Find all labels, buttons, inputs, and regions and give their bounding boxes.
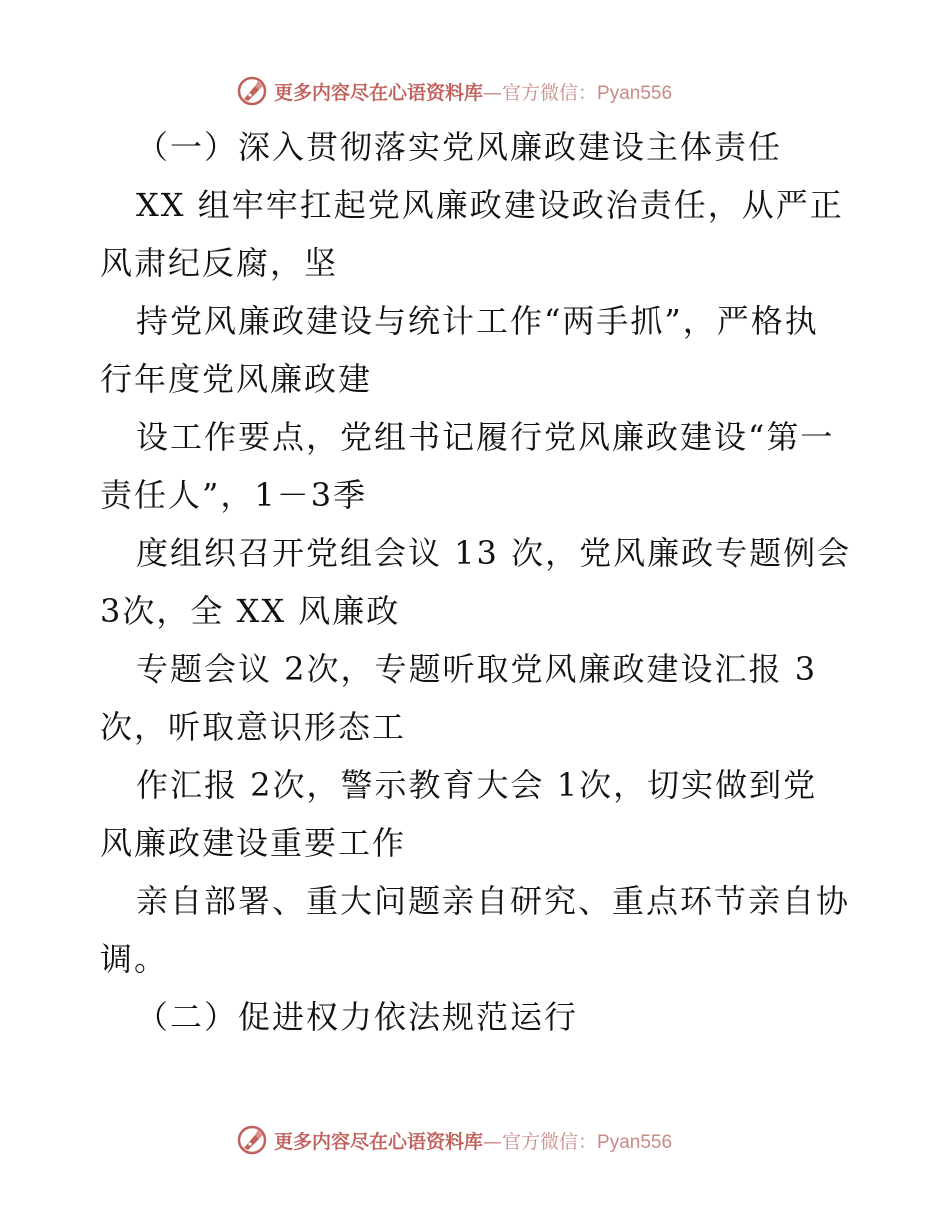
- section-heading-1: （一）深入贯彻落实党风廉政建设主体责任: [136, 128, 783, 166]
- pen-nib-logo-icon: [236, 1124, 268, 1156]
- text-line: 责任人”，1－3季: [100, 476, 368, 514]
- text-line: 风廉政建设重要工作: [100, 824, 407, 862]
- footer-watermark: [236, 1123, 716, 1157]
- watermark-wechat-label: 官方微信：: [502, 1130, 598, 1153]
- header-watermark: [236, 74, 716, 108]
- text-line: 风肃纪反腐，坚: [100, 244, 339, 282]
- document-body: [100, 118, 860, 1046]
- text-line: 行年度党风廉政建: [100, 360, 373, 398]
- section-heading-2: （二）促进权力依法规范运行: [136, 998, 579, 1036]
- watermark-brand: 更多内容尽在心语资料库: [274, 81, 484, 104]
- watermark-wechat-id: Pyan556: [597, 1131, 673, 1153]
- text-line: 专题会议 2次，专题听取党风廉政建设汇报 3: [136, 650, 818, 688]
- text-line: 次，听取意识形态工: [100, 708, 407, 746]
- text-line: 作汇报 2次，警示教育大会 1次，切实做到党: [136, 766, 818, 804]
- text-line: 度组织召开党组会议 13 次，党风廉政专题例会: [136, 534, 852, 572]
- watermark-wechat-id: Pyan556: [597, 82, 673, 104]
- watermark-brand: 更多内容尽在心语资料库: [274, 1130, 484, 1153]
- text-line: 调。: [100, 940, 169, 978]
- text-line: 3次，全 XX 风廉政: [100, 592, 401, 630]
- text-line: 亲自部署、重大问题亲自研究、重点环节亲自协: [136, 882, 851, 920]
- text-line: 设工作要点，党组书记履行党风廉政建设“第一: [136, 418, 835, 456]
- pen-nib-logo-icon: [236, 75, 268, 107]
- watermark-wechat-label: 官方微信：: [502, 81, 598, 104]
- watermark-separator: —: [483, 1130, 503, 1153]
- watermark-separator: —: [483, 81, 503, 104]
- text-line: 持党风廉政建设与统计工作“两手抓”，严格执: [136, 302, 819, 340]
- text-line: XX 组牢牢扛起党风廉政建设政治责任，从严正: [136, 186, 844, 224]
